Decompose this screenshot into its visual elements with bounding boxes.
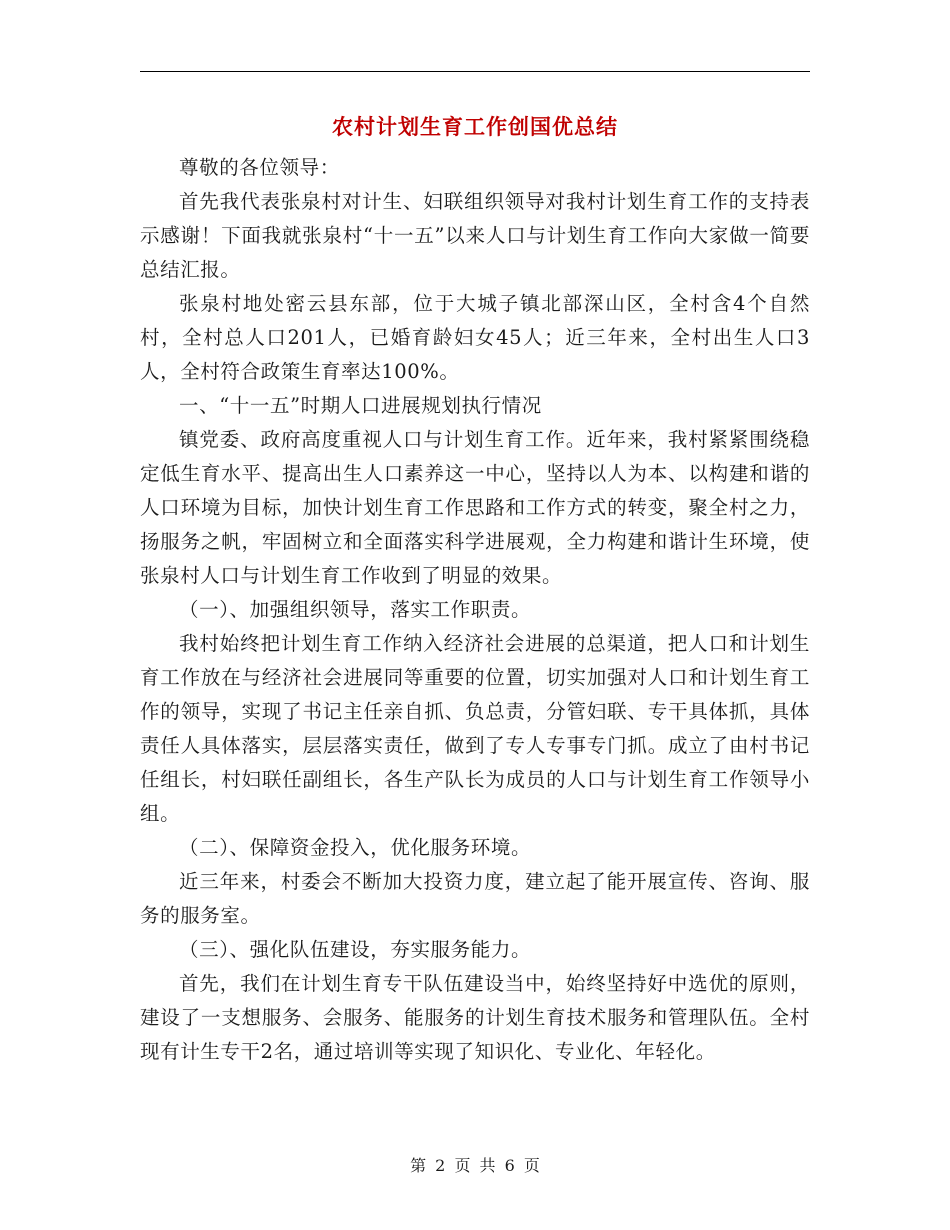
paragraph: 首先我代表张泉村对计生、妇联组织领导对我村计划生育工作的支持表示感谢！下面我就张泉村“十一五”以来人口与计划生育工作向大家做一简要总结汇报。 [140,190,810,281]
subsection-heading: （一）、加强组织领导，落实工作职责。 [179,598,532,621]
subsection-heading: （三）、强化队伍建设，夯实服务能力。 [179,938,532,961]
page-footer: 第 2 页 共 6 页 [410,1156,540,1175]
paragraph: 镇党委、政府高度重视人口与计划生育工作。近年来，我村紧紧围绕稳定低生育水平、提高出生人口素养这一中心，坚持以人为本、以构建和谐的人口环境为目标，加快计划生育工作思路和工作方式的转变，聚全村之力，扬服务之帆，牢固树立和全面落实科学进展观，全力构建和谐计生环境，使张泉村人口与计划生育工作收到了明显的效果。 [140,428,810,587]
subsection-heading: （二）、保障资金投入，优化服务环境。 [179,836,532,859]
paragraph: 我村始终把计划生育工作纳入经济社会进展的总渠道，把人口和计划生育工作放在与经济社会进展同等重要的位置，切实加强对人口和计划生育工作的领导，实现了书记主任亲自抓、负总责，分管妇联、专干具体抓，具体责任人具体落实，层层落实责任，做到了专人专事专门抓。成立了由村书记任组长，村妇联任副组长，各生产队长为成员的人口与计划生育工作领导小组。 [140,632,810,825]
paragraph: 首先，我们在计划生育专干队伍建设当中，始终坚持好中选优的原则，建设了一支想服务、会服务、能服务的计划生育技术服务和管理队伍。全村现有计生专干2名，通过培训等实现了知识化、专业化、年轻化。 [140,972,810,1063]
paragraph: 近三年来，村委会不断加大投资力度，建立起了能开展宣传、咨询、服务的服务室。 [140,870,810,927]
header-rule [140,71,810,72]
paragraph: 张泉村地处密云县东部，位于大城子镇北部深山区，全村含4个自然村，全村总人口201人，已婚育龄妇女45人；近三年来，全村出生人口3人，全村符合政策生育率达100%。 [140,292,810,383]
section-heading: 一、“十一五”时期人口进展规划执行情况 [179,394,542,417]
document-body [140,151,810,1069]
paragraph: 尊敬的各位领导： [179,156,340,179]
document-title: 农村计划生育工作创国优总结 [332,114,618,139]
